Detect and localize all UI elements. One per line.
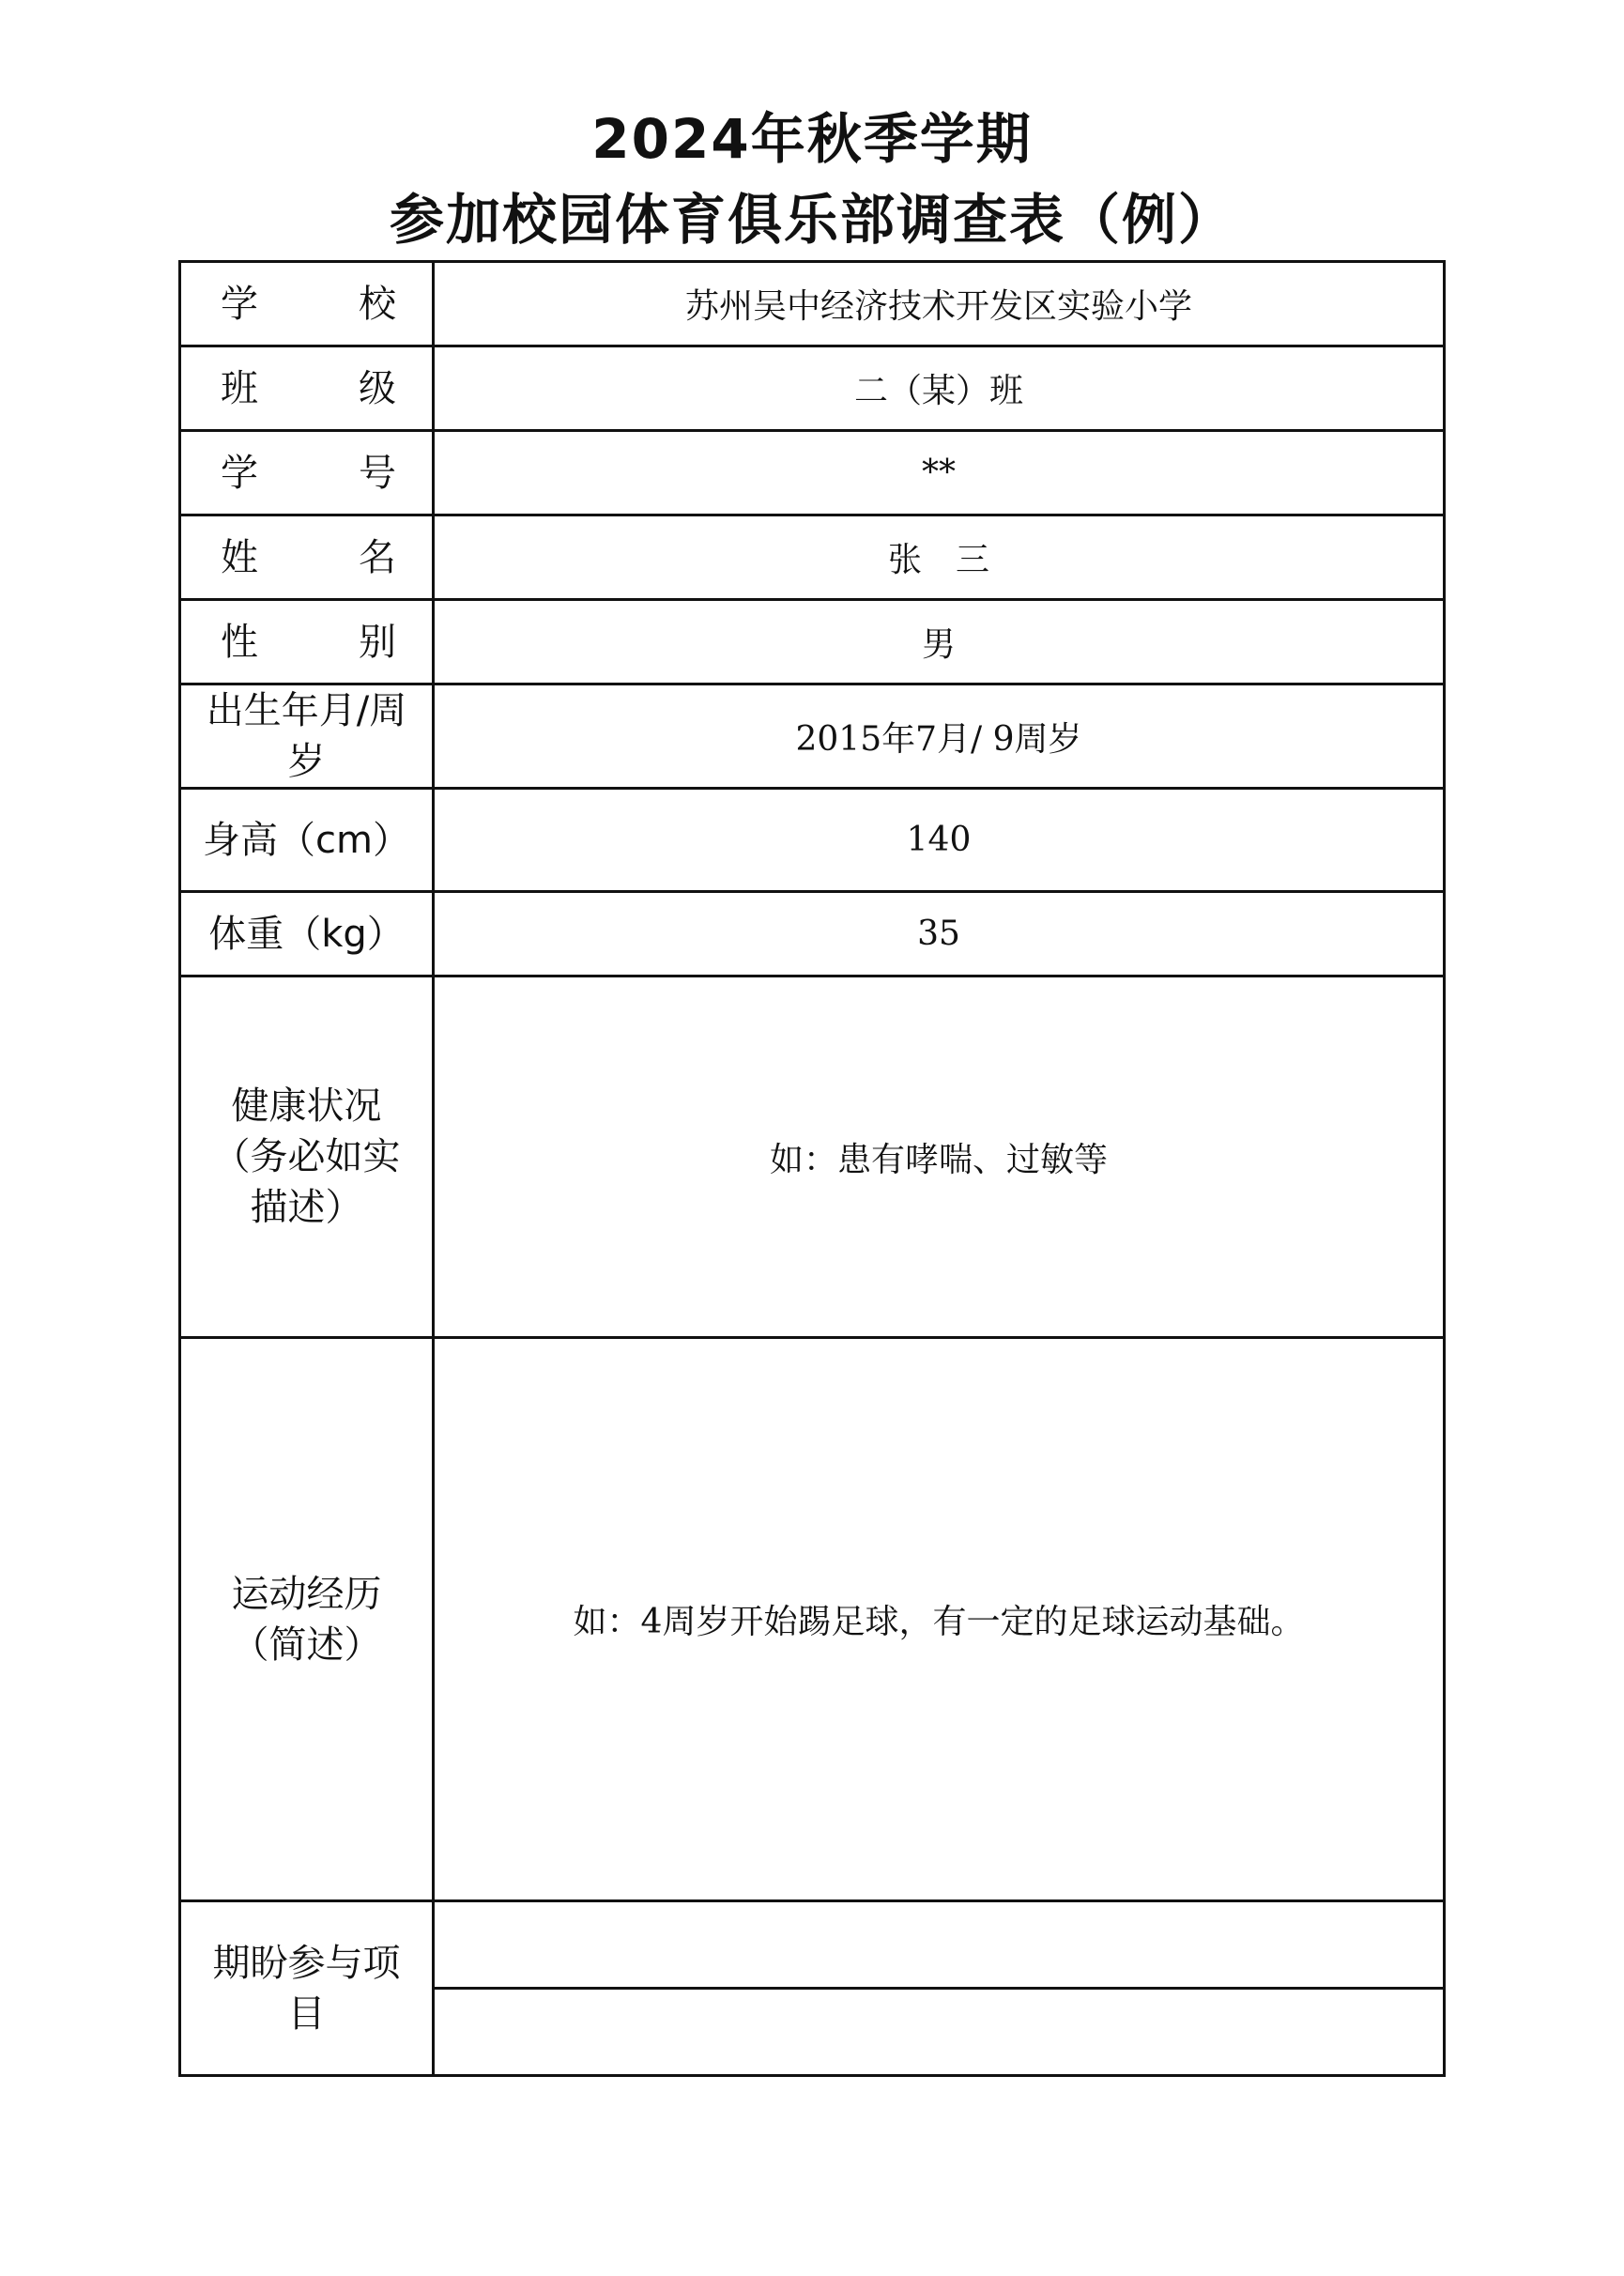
- label-height: 身高（cm）: [180, 789, 434, 892]
- label-gender: 性 别: [180, 600, 434, 684]
- expected-line-2: [435, 1990, 1443, 2074]
- row-class: [180, 346, 1445, 431]
- form-title: [0, 99, 1624, 260]
- row-school: [180, 262, 1445, 346]
- survey-table: [178, 260, 1446, 2077]
- row-height: [180, 789, 1445, 892]
- label-weight: 体重（kg）: [180, 892, 434, 977]
- label-sports-history: 运动经历 （简述）: [180, 1338, 434, 1901]
- row-health: [180, 977, 1445, 1338]
- row-weight: [180, 892, 1445, 977]
- label-school: 学 校: [180, 262, 434, 346]
- title-line-2: 参加校园体育俱乐部调查表（例）: [389, 188, 1234, 252]
- value-school: 苏州吴中经济技术开发区实验小学: [434, 262, 1445, 346]
- value-class: 二（某）班: [434, 346, 1445, 431]
- row-birth: [180, 684, 1445, 789]
- value-name: 张 三: [434, 515, 1445, 600]
- value-gender: 男: [434, 600, 1445, 684]
- row-gender: [180, 600, 1445, 684]
- title-line-1: 2024年秋季学期: [591, 107, 1033, 171]
- value-height: 140: [434, 789, 1445, 892]
- expected-line-1: [435, 1902, 1443, 1990]
- row-name: [180, 515, 1445, 600]
- row-student-no: [180, 431, 1445, 515]
- value-student-no: **: [434, 431, 1445, 515]
- label-birth: 出生年月/周 岁: [180, 684, 434, 789]
- label-name: 姓 名: [180, 515, 434, 600]
- row-sports-history: [180, 1338, 1445, 1901]
- label-class: 班 级: [180, 346, 434, 431]
- value-weight: 35: [434, 892, 1445, 977]
- value-birth: 2015年7月/ 9周岁: [434, 684, 1445, 789]
- label-expected: 期盼参与项 目: [180, 1901, 434, 2076]
- label-health: 健康状况 （务必如实 描述）: [180, 977, 434, 1338]
- value-health: 如：患有哮喘、过敏等: [434, 977, 1445, 1338]
- label-student-no: 学 号: [180, 431, 434, 515]
- row-expected: [180, 1901, 1445, 2076]
- value-sports-history: 如：4周岁开始踢足球，有一定的足球运动基础。: [434, 1338, 1445, 1901]
- value-expected: [434, 1901, 1445, 2076]
